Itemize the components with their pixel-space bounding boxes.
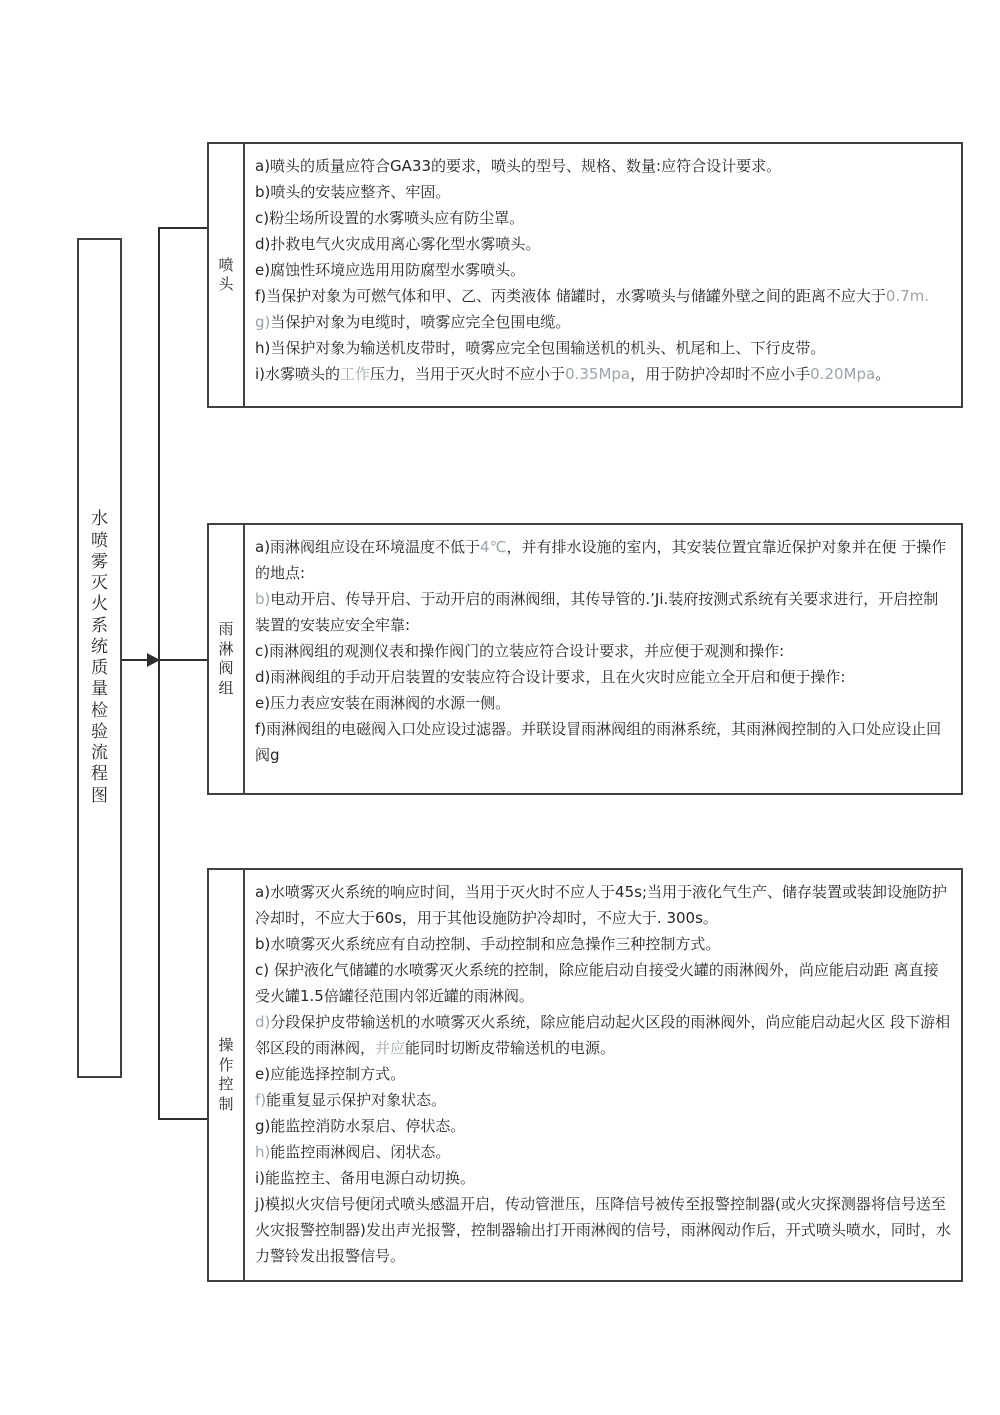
item-text: 能同时切断皮带输送机的电源。: [405, 1039, 616, 1057]
item-text: i)能监控主、备用电源白动切换。: [255, 1169, 476, 1187]
section-label: 雨淋阀组: [218, 620, 234, 697]
item-text: e)应能选择控制方式。: [255, 1065, 406, 1083]
item-text: 能重复显示保护对象状态。: [266, 1091, 447, 1109]
item-text: i)水雾喷头的: [255, 365, 341, 383]
section-item: [255, 361, 953, 387]
section-item: [255, 153, 953, 179]
section-item: [255, 664, 953, 690]
flowchart-title: 水喷雾灭火系统质量检验流程图: [90, 509, 108, 806]
item-text-muted: 工作: [340, 365, 371, 383]
section-body: [245, 144, 961, 406]
item-text: a)喷头的质量应符合GA33的要求，喷头的型号、规格、数量:应符合设计要求。: [255, 157, 782, 175]
item-text-muted: g): [255, 313, 271, 331]
item-text: d)扑救电气火灾成用离心雾化型水雾喷头。: [255, 235, 541, 253]
connector-stub-deluge-valve: [160, 659, 207, 661]
section-item: [255, 335, 953, 361]
section-label-column: [209, 525, 245, 793]
section-box-deluge-valve: [207, 523, 963, 795]
section-item: [255, 1165, 953, 1191]
connector-trunk-line: [158, 227, 160, 1120]
section-item: [255, 690, 953, 716]
section-item: [255, 1191, 953, 1269]
section-label: 操作控制: [218, 1036, 234, 1113]
section-item: [255, 283, 953, 309]
item-text: 能监控雨淋阀启、闭状态。: [270, 1143, 451, 1161]
item-text: g)能监控消防水泵启、停状态。: [255, 1117, 466, 1135]
section-item: [255, 716, 953, 768]
section-item: [255, 231, 953, 257]
section-item: [255, 1009, 953, 1061]
section-item: [255, 257, 953, 283]
item-text: b)水喷雾灭火系统应有自动控制、手动控制和应急操作三种控制方式。: [255, 935, 721, 953]
flowchart-title-box: [77, 238, 122, 1078]
section-body: [245, 525, 961, 793]
item-text-muted: d): [255, 1013, 271, 1031]
item-text: 压力，当用于灭火时不应小于: [370, 365, 566, 383]
section-item: [255, 179, 953, 205]
item-text-muted: 0.20Mpa: [810, 365, 876, 383]
section-label: 喷头: [218, 255, 234, 293]
item-text: 当保护对象为电缆时，喷雾应完全包围电缆。: [270, 313, 571, 331]
item-text-muted: b): [255, 590, 271, 608]
item-text: 。: [875, 365, 891, 383]
section-item: [255, 1139, 953, 1165]
item-text: a)雨淋阀组应设在环境温度不低于: [255, 538, 481, 556]
item-text: f)当保护对象为可燃气体和甲、乙、丙类液体 储罐时，水雾喷头与储罐外壁之间的距离不应大于: [255, 287, 886, 305]
connector-stub-nozzle: [158, 227, 207, 229]
item-text-muted: 4℃: [480, 538, 507, 556]
item-text: e)腐蚀性环境应选用用防腐型水雾喷头。: [255, 261, 526, 279]
item-text: c)雨淋阀组的观测仪表和操作阀门的立装应符合设计要求，并应便于观测和操作:: [255, 642, 785, 660]
section-item: [255, 1087, 953, 1113]
section-item: [255, 309, 953, 335]
section-label-column: [209, 144, 245, 406]
section-box-nozzle: [207, 142, 963, 408]
section-item: [255, 957, 953, 1009]
connector-stub-operation-control: [158, 1118, 207, 1120]
section-item: [255, 1113, 953, 1139]
item-text-muted: f): [255, 1091, 267, 1109]
item-text: ，用于防护冷却时不应小手: [630, 365, 811, 383]
item-text: c)粉尘场所设置的水雾喷头应有防尘罩。: [255, 209, 525, 227]
item-text: h)当保护对象为输送机皮带时，喷雾应完全包围输送机的机头、机尾和上、下行皮带。: [255, 339, 826, 357]
item-text: f)雨淋阀组的电磁阀入口处应设过滤器。并联设冒雨淋阀组的雨淋系统，其雨淋阀控制的入口处应设止回阀g: [255, 720, 942, 764]
section-item: [255, 586, 953, 638]
item-text: j)模拟火灾信号便闭式喷头感温开启，传动管泄压，压降信号被传至报警控制器(或火灾探测器将信号送至火灾报警控制器)发出声光报警，控制器输出打开雨淋阀的信号，雨淋阀动作后，开式喷头喷水，同时，水力警铃发出报警信号。: [255, 1195, 951, 1265]
section-item: [255, 931, 953, 957]
flow-arrow-shaft: [122, 659, 149, 661]
item-text: a)水喷雾灭火系统的响应时间，当用于灭火时不应人于45s;当用于液化气生产、储存装置或装卸设施防护冷却时，不应大于60s，用于其他设施防护冷却时，不应大于. 300s。: [255, 883, 948, 927]
item-text: c) 保护液化气储罐的水喷雾灭火系统的控制，除应能启动自接受火罐的雨淋阀外，尚应能启动距 离直接受火罐1.5倍罐径范围内邻近罐的雨淋阀。: [255, 961, 939, 1005]
section-item: [255, 1061, 953, 1087]
section-item: [255, 879, 953, 931]
item-text: b)喷头的安装应整齐、牢固。: [255, 183, 451, 201]
item-text: d)雨淋阀组的手动开启装置的安装应符合设计要求，且在火灾时应能立全开启和便于操作:: [255, 668, 846, 686]
section-body: [245, 870, 961, 1280]
section-item: [255, 638, 953, 664]
section-box-operation-control: [207, 868, 963, 1282]
item-text-muted: 0.7m.: [885, 287, 930, 305]
section-item: [255, 205, 953, 231]
item-text-muted: h): [255, 1143, 271, 1161]
arrow-right-icon: [147, 653, 160, 667]
section-label-column: [209, 870, 245, 1280]
item-text: ，并有排水设施的室内，其安装位置宜靠近保护对象并在便 于操作的地点:: [255, 538, 947, 582]
item-text: 分段保护皮带输送机的水喷雾灭火系统，除应能启动起火区段的雨淋阀外，尚应能启动起火区 段下游相邻区段的雨淋阀，: [255, 1013, 951, 1057]
section-item: [255, 534, 953, 586]
item-text-muted: 0.35Mpa: [565, 365, 631, 383]
item-text: e)压力表应安装在雨淋阀的水源一侧。: [255, 694, 511, 712]
item-text-muted: 并应: [375, 1039, 406, 1057]
item-text: 电动开启、传导开启、于动开启的雨淋阀细，其传导管的.’Ji.装府按测式系统有关要求进行，开启控制装置的安装应安全牢靠:: [255, 590, 939, 634]
